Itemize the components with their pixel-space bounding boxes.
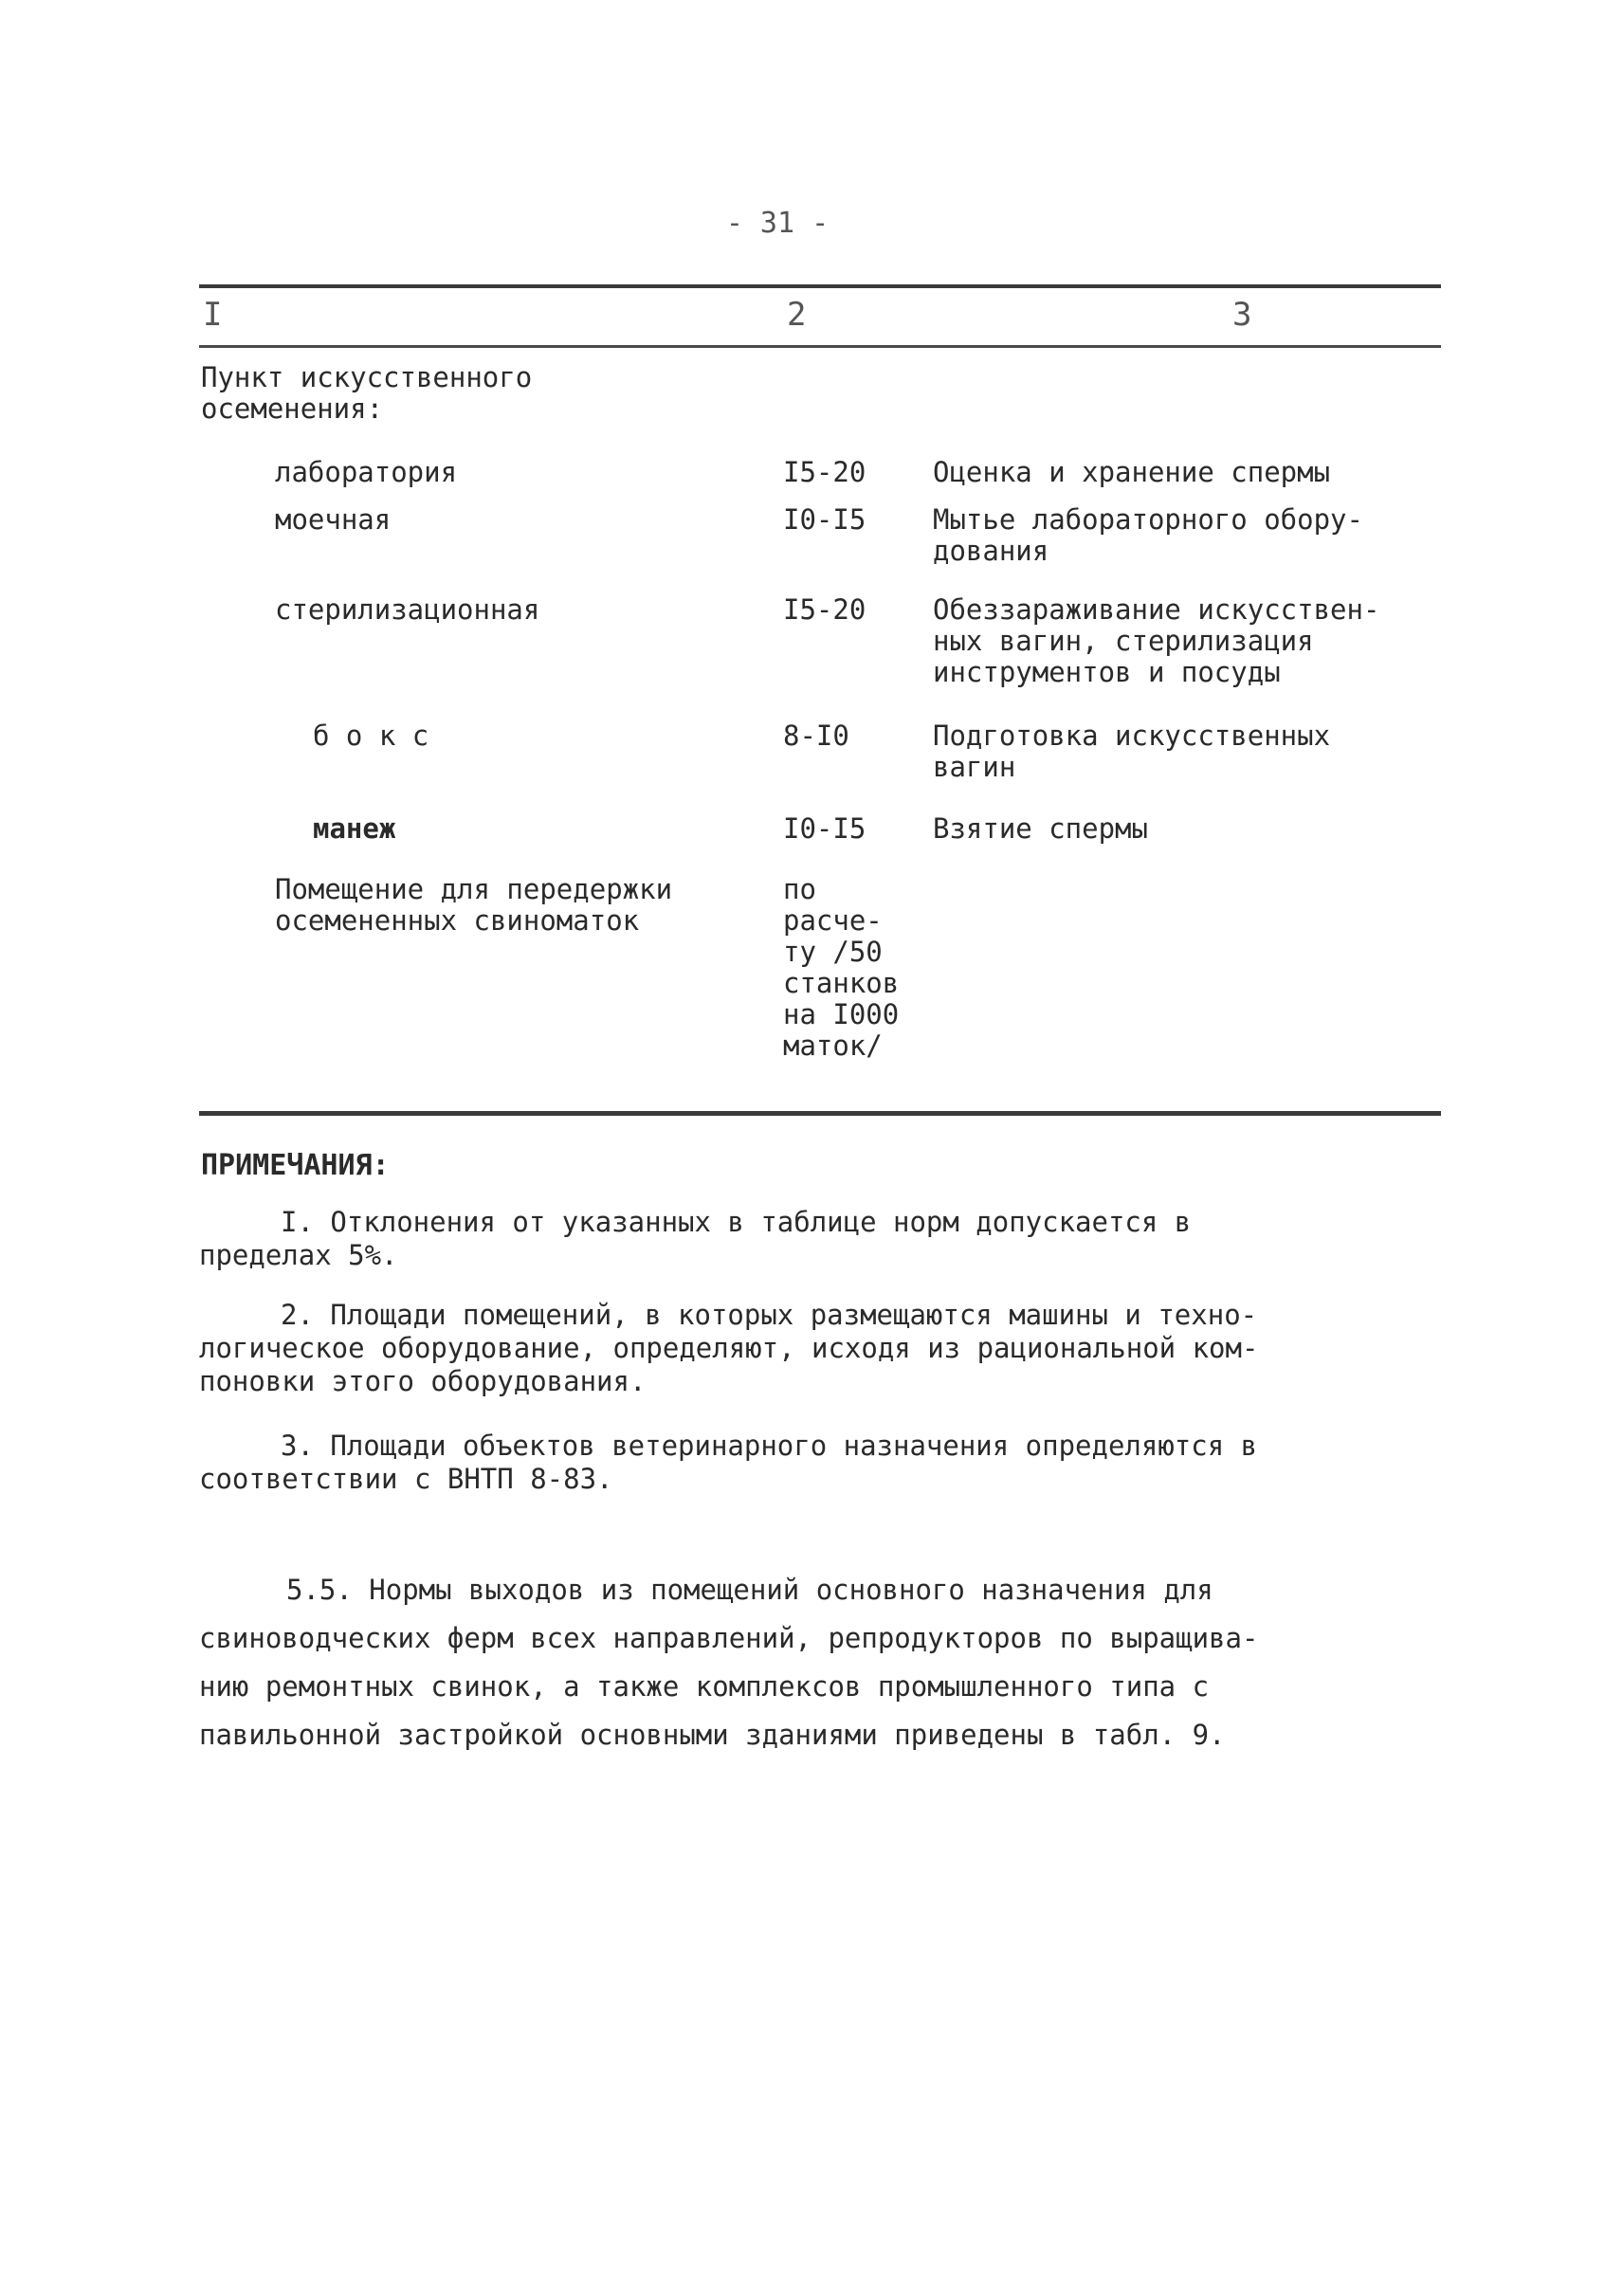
note-item: I. Отклонения от указанных в таблице норм допускается в пределах 5%. [199, 1206, 1192, 1271]
table-row-value: I0-I5 [783, 503, 866, 536]
table-row-name: лаборатория [275, 456, 458, 488]
table-row-value: I5-20 [783, 593, 866, 626]
body-paragraph: 5.5. Нормы выходов из помещений основного назначения для свиноводческих ферм всех направлений, репродукторов по выращива- нию ремонтных свинок, а также комплексов промышленного типа с павильонной застройкой основными зданиями приведены в табл. 9. [199, 1574, 1259, 1751]
table-row-name: Помещение для передержки осемененных свиноматок [275, 873, 673, 937]
table-row-name: моечная [275, 503, 392, 536]
table-row-description: Мытье лабораторного обору- дования [933, 503, 1363, 567]
table-header-rule [199, 345, 1441, 348]
notes-title: ПРИМЕЧАНИЯ: [201, 1149, 390, 1182]
note-item: 3. Площади объектов ветеринарного назначения определяются в соответствии с ВНТП 8-83. [199, 1430, 1258, 1495]
table-row-value: по расче- ту /50 станков на I000 маток/ [783, 873, 900, 1062]
table-header-col-2: 2 [787, 296, 807, 334]
table-row-value: I0-I5 [783, 812, 866, 845]
table-row-value: I5-20 [783, 456, 866, 488]
table-header-col-1: I [203, 296, 223, 334]
table-row-value: 8-I0 [783, 720, 849, 752]
table-row-description: Обеззараживание искусствен- ных вагин, стерилизация инструментов и посуды [933, 593, 1380, 688]
table-row-description: Подготовка искусственных вагин [933, 720, 1331, 783]
table-row-description: Оценка и хранение спермы [933, 456, 1331, 488]
table-bottom-rule [199, 1111, 1441, 1116]
table-row-description: Взятие спермы [933, 812, 1148, 845]
table-row-name: б о к с [313, 720, 429, 752]
table-header-col-3: 3 [1232, 296, 1252, 334]
page-number: - 31 - [725, 207, 830, 240]
note-item: 2. Площади помещений, в которых размещаются машины и техно- логическое оборудование, определяют, исходя из рациональной ком- поновки этого оборудования. [199, 1299, 1259, 1397]
table-row-name: манеж [313, 812, 396, 845]
table-section-title: Пункт искусственного осеменения: [201, 361, 533, 425]
table-row-name: стерилизационная [275, 593, 540, 626]
table-top-rule [199, 284, 1441, 288]
